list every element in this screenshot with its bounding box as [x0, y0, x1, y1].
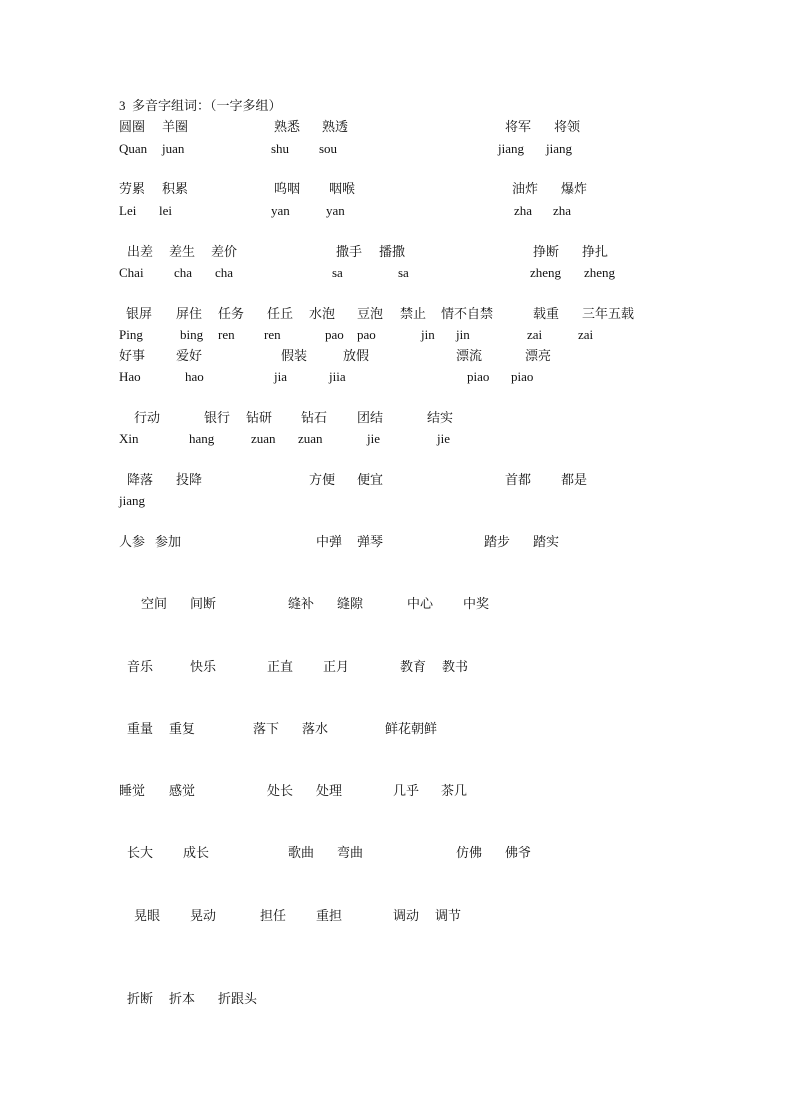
word: 劳累	[119, 181, 146, 196]
word: 人参	[119, 534, 146, 549]
pinyin: shu	[271, 141, 290, 156]
word: 银屏	[126, 306, 153, 321]
pinyin: yan	[271, 203, 290, 218]
pinyin: pao	[357, 327, 376, 342]
pinyin: zai	[527, 327, 543, 342]
pinyin: piao	[511, 369, 534, 384]
pinyin: Xin	[119, 431, 139, 446]
word: 便宜	[357, 472, 384, 487]
pinyin: jie	[367, 431, 380, 446]
word: 落下	[253, 721, 280, 736]
word: 银行	[204, 410, 231, 425]
word: 教育	[400, 659, 427, 674]
word: 投降	[176, 472, 203, 487]
word: 重复	[169, 721, 196, 736]
word: 感觉	[169, 783, 196, 798]
word: 歌曲	[288, 845, 315, 860]
word: 折跟头	[218, 991, 258, 1006]
word: 弹琴	[357, 534, 384, 549]
pinyin: ren	[264, 327, 281, 342]
word: 重担	[316, 908, 343, 923]
word: 撒手	[336, 244, 363, 259]
word: 仿佛	[456, 845, 483, 860]
word: 成长	[183, 845, 210, 860]
pinyin: yan	[326, 203, 345, 218]
word: 落水	[302, 721, 329, 736]
word: 好事	[119, 348, 146, 363]
word: 长大	[127, 845, 154, 860]
pinyin: Quan	[119, 141, 148, 156]
pinyin: jiang	[119, 493, 145, 508]
word: 正直	[267, 659, 294, 674]
word: 晃动	[190, 908, 217, 923]
word: 重量	[127, 721, 154, 736]
pinyin: zheng	[584, 265, 616, 280]
word: 中弹	[316, 534, 343, 549]
word: 间断	[190, 596, 217, 611]
word: 担任	[260, 908, 287, 923]
pinyin: Lei	[119, 203, 137, 218]
pinyin: ren	[218, 327, 235, 342]
word: 呜咽	[274, 181, 301, 196]
word: 结实	[427, 410, 454, 425]
word: 参加	[155, 534, 182, 549]
word: 处理	[316, 783, 343, 798]
word: 钻研	[246, 410, 273, 425]
word: 缝补	[288, 596, 315, 611]
word: 折本	[169, 991, 196, 1006]
word: 放假	[343, 348, 370, 363]
word: 正月	[323, 659, 350, 674]
word: 三年五载	[582, 306, 635, 321]
word: 快乐	[190, 659, 217, 674]
pinyin: juan	[162, 141, 185, 156]
word: 团结	[357, 410, 384, 425]
word: 播撒	[379, 244, 406, 259]
word: 水泡	[309, 306, 336, 321]
word: 情不自禁	[441, 306, 494, 321]
word: 挣扎	[582, 244, 609, 259]
pinyin: zha	[514, 203, 533, 218]
pinyin: jin	[421, 327, 435, 342]
pinyin: cha	[215, 265, 234, 280]
pinyin: jin	[456, 327, 470, 342]
word: 几乎	[393, 783, 420, 798]
pinyin: jiang	[546, 141, 572, 156]
pinyin: sa	[332, 265, 343, 280]
pinyin: hao	[185, 369, 204, 384]
word: 晃眼	[134, 908, 161, 923]
word: 钻石	[301, 410, 328, 425]
word: 假装	[281, 348, 308, 363]
word: 熟透	[322, 119, 349, 134]
word: 调节	[435, 908, 462, 923]
pinyin: Hao	[119, 369, 141, 384]
word: 缝隙	[337, 596, 364, 611]
word: 音乐	[127, 659, 154, 674]
pinyin: jiia	[329, 369, 346, 384]
word: 处长	[267, 783, 294, 798]
word: 将领	[554, 119, 581, 134]
section-title: 3 多音字组词：（一字多组）	[119, 98, 282, 113]
pinyin: lei	[159, 203, 172, 218]
pinyin: zheng	[530, 265, 562, 280]
pinyin: cha	[174, 265, 193, 280]
word: 羊圈	[162, 119, 189, 134]
pinyin: piao	[467, 369, 490, 384]
word: 积累	[162, 181, 189, 196]
word: 睡觉	[119, 783, 146, 798]
pinyin: jia	[274, 369, 287, 384]
pinyin: zai	[578, 327, 594, 342]
word: 差价	[211, 244, 238, 259]
pinyin: pao	[325, 327, 344, 342]
pinyin: jiang	[498, 141, 524, 156]
word: 佛爷	[505, 845, 532, 860]
pinyin: jie	[437, 431, 450, 446]
word: 漂亮	[525, 348, 552, 363]
word: 首都	[505, 472, 532, 487]
word: 出差	[127, 244, 154, 259]
pinyin: sou	[319, 141, 338, 156]
word: 行动	[134, 410, 161, 425]
pinyin: hang	[189, 431, 215, 446]
word: 咽喉	[329, 181, 356, 196]
word: 挣断	[533, 244, 560, 259]
word: 将军	[505, 119, 532, 134]
word: 都是	[561, 472, 588, 487]
word: 踏步	[484, 534, 511, 549]
pinyin: Chai	[119, 265, 144, 280]
word: 熟悉	[274, 119, 301, 134]
word: 爱好	[176, 348, 203, 363]
word: 茶几	[441, 783, 468, 798]
word: 豆泡	[357, 306, 384, 321]
word: 空间	[141, 596, 168, 611]
word: 屏住	[176, 306, 203, 321]
word: 任务	[218, 306, 245, 321]
word: 鲜花朝鲜	[385, 721, 438, 736]
word: 方便	[309, 472, 336, 487]
word: 中心	[407, 596, 434, 611]
word: 踏实	[533, 534, 560, 549]
pinyin: bing	[180, 327, 204, 342]
pinyin: zuan	[298, 431, 323, 446]
word: 教书	[442, 659, 469, 674]
word: 弯曲	[337, 845, 364, 860]
word: 油炸	[512, 181, 539, 196]
word: 中奖	[463, 596, 490, 611]
word: 降落	[127, 472, 154, 487]
word: 调动	[393, 908, 420, 923]
pinyin: zuan	[251, 431, 276, 446]
pinyin: Ping	[119, 327, 143, 342]
word: 折断	[127, 991, 154, 1006]
word: 爆炸	[561, 181, 588, 196]
word: 任丘	[267, 306, 294, 321]
pinyin: sa	[398, 265, 409, 280]
word: 差生	[169, 244, 196, 259]
pinyin: zha	[553, 203, 572, 218]
word: 禁止	[400, 306, 427, 321]
word: 载重	[533, 306, 560, 321]
word: 漂流	[456, 348, 483, 363]
word: 圆圈	[119, 119, 146, 134]
